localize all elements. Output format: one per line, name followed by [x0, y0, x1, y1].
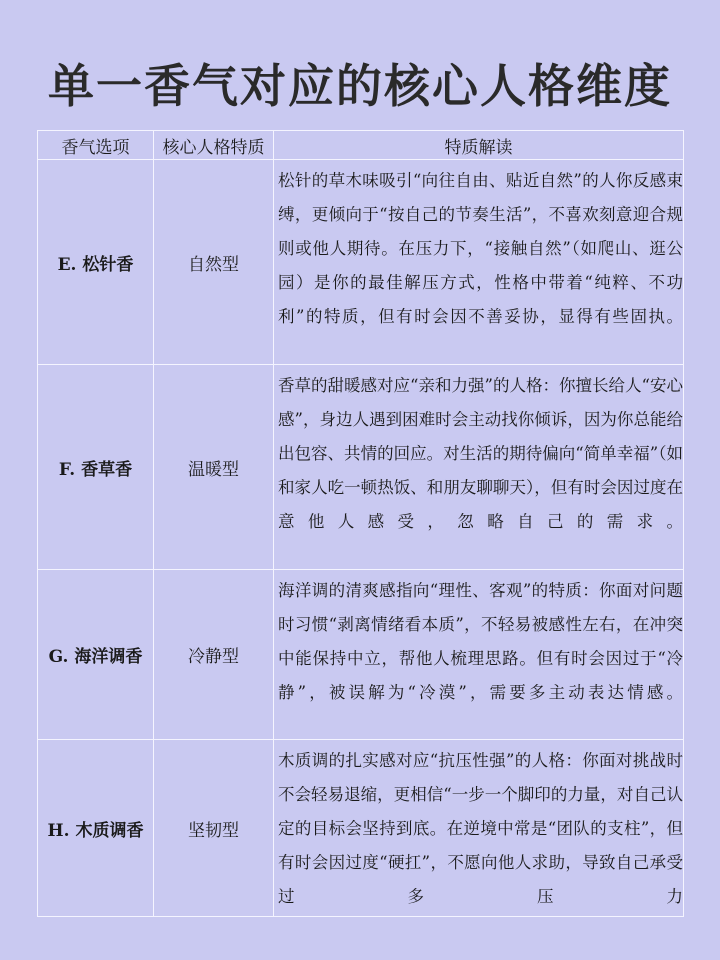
table-row [38, 365, 684, 570]
trait-cell: 冷静型 [154, 570, 274, 740]
option-cell: H. 木质调香 [38, 740, 154, 917]
trait-cell: 温暖型 [154, 365, 274, 570]
header-option: 香气选项 [38, 131, 154, 160]
desc-cell: 香草的甜暖感对应“亲和力强”的人格：你擅长给人“安心感”，身边人遇到困难时会主动找你倾诉，因为你总能给出包容、共情的回应。对生活的期待偏向“简单幸福”（如和家人吃一顿热饭、和朋友聊聊天），但有时会因过度在意他人感受，忽略自己的需求。 [274, 365, 684, 570]
desc-cell: 海洋调的清爽感指向“理性、客观”的特质：你面对问题时习惯“剥离情绪看本质”，不轻易被感性左右，在冲突中能保持中立，帮他人梳理思路。但有时会因过于“冷静”，被误解为“冷漠”，需要多主动表达情感。 [274, 570, 684, 740]
header-trait: 核心人格特质 [154, 131, 274, 160]
trait-cell: 自然型 [154, 160, 274, 365]
desc-cell: 松针的草木味吸引“向往自由、贴近自然”的人你反感束缚，更倾向于“按自己的节奏生活”，不喜欢刻意迎合规则或他人期待。在压力下，“接触自然”（如爬山、逛公园）是你的最佳解压方式，性格中带着“纯粹、不功利”的特质，但有时会因不善妥协，显得有些固执。 [274, 160, 684, 365]
desc-cell: 木质调的扎实感对应“抗压性强”的人格：你面对挑战时不会轻易退缩，更相信“一步一个脚印的力量，对自己认定的目标会坚持到底。在逆境中常是“团队的支柱”，但有时会因过度“硬扛”，不愿向他人求助，导致自己承受过多压力 [274, 740, 684, 917]
option-cell: E. 松针香 [38, 160, 154, 365]
table-row [38, 740, 684, 917]
trait-cell: 坚韧型 [154, 740, 274, 917]
table-row [38, 160, 684, 365]
table-header-row [38, 131, 684, 160]
option-cell: F. 香草香 [38, 365, 154, 570]
option-cell: G. 海洋调香 [38, 570, 154, 740]
fragrance-personality-table [37, 130, 684, 917]
page-title: 单一香气对应的核心人格维度 [48, 59, 672, 113]
table-row [38, 570, 684, 740]
header-desc: 特质解读 [274, 131, 684, 160]
